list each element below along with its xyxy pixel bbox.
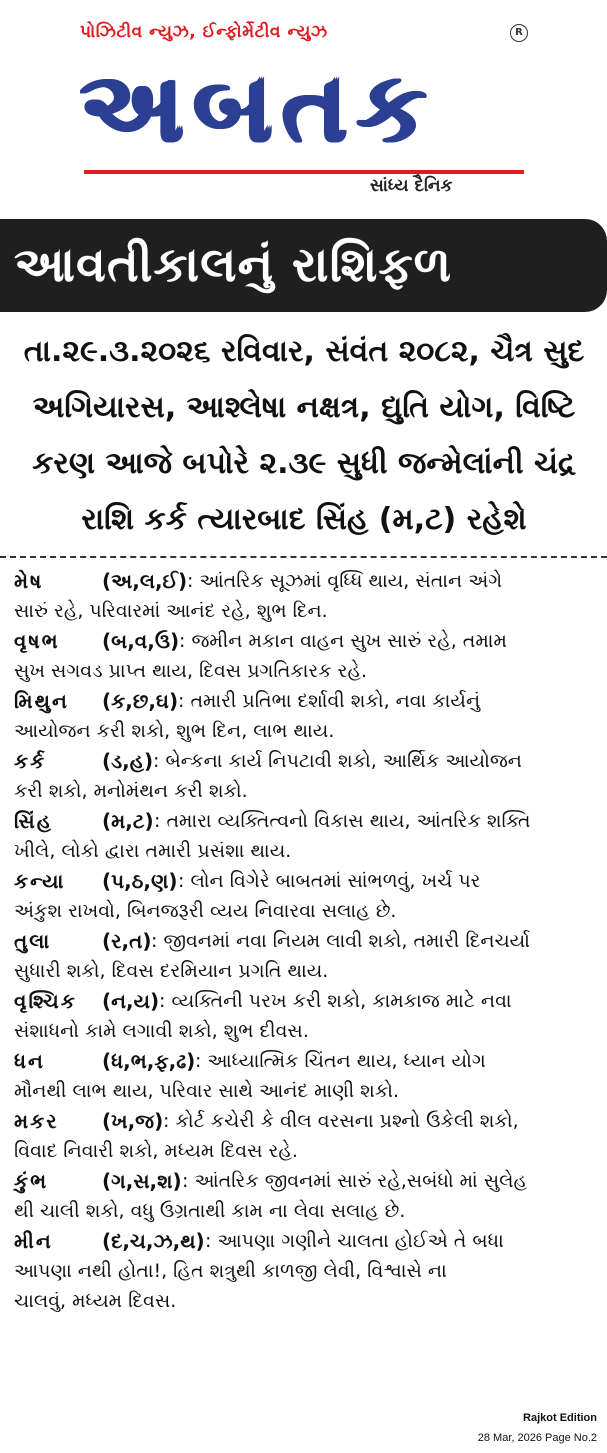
footer (478, 1408, 597, 1448)
rashi-text-line: : જમીન મકાન વાહન સુખ સારું રહે, તમામ (179, 630, 507, 652)
rashi-text-line: આપણા નથી હોતા!, હિત શત્રુથી કાળજી લેવી, વિશ્વાસે ના (14, 1260, 447, 1282)
rashi-name: મિથુન (14, 689, 69, 713)
rashi-name: વૃષભ (14, 629, 60, 653)
dashed-divider (0, 556, 607, 558)
rashi-text-line: ખીલે, લોકો દ્વારા તમારી પ્રસંશા થાય. (14, 840, 292, 862)
rashi-item (14, 1226, 600, 1316)
rashi-letters: (ર,ત) (102, 929, 152, 953)
rashi-item (14, 1166, 600, 1226)
edition-label: Rajkot Edition (523, 1412, 597, 1424)
newspaper-subtitle: સાંધ્ય દૈનિક (370, 176, 453, 196)
rashi-list (14, 566, 600, 1316)
logo-underline (84, 170, 524, 174)
rashi-text-line: કરી શકો, મનોમંથન કરી શકો. (14, 780, 248, 802)
rashi-name: કન્યા (14, 869, 66, 893)
rashi-text-line: : કોર્ટ કચેરી કે વીલ વરસના પ્રશ્નો ઉકેલી શકો, (163, 1110, 519, 1132)
rashi-letters: (ક,છ,ઘ) (102, 689, 179, 713)
rashi-item (14, 866, 600, 926)
rashi-name: કુંભ (14, 1169, 49, 1193)
rashi-letters: (ધ,ભ,ફ,ઢ) (102, 1049, 196, 1073)
rashi-letters: (દ,ચ,ઝ,થ) (102, 1229, 205, 1253)
rashi-item (14, 1046, 600, 1106)
rashi-letters: (ન,ય) (102, 989, 160, 1013)
rashi-letters: (બ,વ,ઉ) (102, 629, 180, 653)
rashi-name: વૃશ્ચિક (14, 989, 77, 1013)
rashi-text-line: સુખ સગવડ પ્રાપ્ત થાય, દિવસ પ્રગતિકારક રહે. (14, 660, 368, 682)
rashi-item (14, 566, 600, 626)
rashi-name: સિંહ (14, 809, 53, 833)
rashi-text-line: સુધારી શકો, દિવસ દરમિયાન પ્રગતિ થાય. (14, 960, 329, 982)
rashi-text-line: : લોન વિગેરે બાબતમાં સાંભળવું, ખર્ચ પર (178, 870, 481, 892)
rashi-letters: (મ,ટ) (102, 809, 154, 833)
rashi-name: ધન (14, 1049, 45, 1073)
rashi-item (14, 626, 600, 686)
section-title: આવતીકાલનું રાશિફળ (14, 237, 453, 293)
rashi-text-line: સંશાધનો કામે લગાવી શકો, શુભ દીવસ. (14, 1020, 309, 1042)
rashi-letters: (ગ,સ,શ) (102, 1169, 182, 1193)
rashi-item (14, 986, 600, 1046)
rashi-item (14, 806, 600, 866)
rashi-name: મકર (14, 1109, 59, 1133)
rashi-letters: (ખ,જ) (102, 1109, 164, 1133)
rashi-text-line: : તમારી પ્રતિભા દર્શાવી શકો, નવા કાર્યનું (178, 690, 481, 712)
rashi-text-line: : આંતરિક સૂઝમાં વૃધ્ધિ થાય, સંતાન અંગે (187, 570, 503, 592)
section-banner (0, 219, 607, 312)
rashi-text-line: થી ચાલી શકો, વધુ ઉગ્રતાથી કામ ના લેવા સલાહ છે. (14, 1200, 406, 1222)
rashi-name: મીન (14, 1229, 53, 1253)
registered-mark: R (510, 24, 528, 42)
rashi-text-line: અંકુશ રાખવો, બિનજરૂરી વ્યય નિવારવા સલાહ છે. (14, 900, 397, 922)
tagline: પોઝિટીવ ન્યુઝ, ઈન્ફોર્મેટીવ ન્યુઝ (80, 22, 328, 42)
rashi-text-line: વિવાદ નિવારી શકો, મધ્યમ દિવસ રહે. (14, 1140, 298, 1162)
rashi-text-line: : વ્યક્તિની પરખ કરી શકો, કામકાજ માટે નવા (159, 990, 512, 1012)
date-page-label: 28 Mar, 2026 Page No.2 (477, 1432, 597, 1444)
rashi-text-line: : જીવનમાં નવા નિયમ લાવી શકો, તમારી દિનચર્યા (151, 930, 530, 952)
rashi-text-line: : આપણા ગણીને ચાલતા હોઈએ તે બધા (205, 1230, 504, 1252)
rashi-text-line: : આંતરિક જીવનમાં સારું રહે,સબંધો માં સુલેહ (182, 1170, 528, 1192)
rashi-name: કર્ક (14, 749, 47, 773)
rashi-item (14, 686, 600, 746)
rashi-name: મેષ (14, 569, 44, 593)
rashi-letters: (અ,લ,ઈ) (102, 569, 188, 593)
newspaper-logo: અબતક (80, 51, 437, 165)
rashi-text-line: ચાલવું, મધ્યમ દિવસ. (14, 1290, 177, 1312)
rashi-letters: (ડ,હ) (102, 749, 154, 773)
rashi-letters: (પ,ઠ,ણ) (102, 869, 178, 893)
rashi-text-line: : આધ્યાત્મિક ચિંતન થાય, ધ્યાન યોગ (195, 1050, 486, 1072)
rashi-name: તુલા (14, 929, 52, 953)
rashi-text-line: સારું રહે, પરિવારમાં આનંદ રહે, શુભ દિન. (14, 600, 328, 622)
rashi-text-line: : બેન્કના કાર્ય નિપટાવી શકો, આર્થિક આયોજન (153, 750, 522, 772)
rashi-text-line: મૌનથી લાભ થાય, પરિવાર સાથે આનંદ માણી શકો. (14, 1080, 400, 1102)
rashi-item (14, 746, 600, 806)
intro-paragraph: તા.૨૯.૩.૨૦૨૬ રવિવાર, સંવંત ૨૦૮૨, ચૈત્ર સુદ અગિયારસ, આશ્લેષા નક્ષત્ર, દ્યુતિ યોગ, વિષ્ટિ કરણ આજે બપોરે ૨.૩૯ સુધી જન્મેલાંની ચંદ્ર રાશિ કર્ક ત્યારબાદ સિંહ (મ,ટ) રહેશે (23, 334, 585, 537)
rashi-text-line: આયોજન કરી શકો, શુભ દિન, લાભ થાય. (14, 720, 335, 742)
rashi-text-line: : તમારા વ્યક્તિત્વનો વિકાસ થાય, આંતરિક શક્તિ (154, 810, 531, 832)
masthead (0, 0, 607, 212)
rashi-item (14, 926, 600, 986)
rashi-item (14, 1106, 600, 1166)
